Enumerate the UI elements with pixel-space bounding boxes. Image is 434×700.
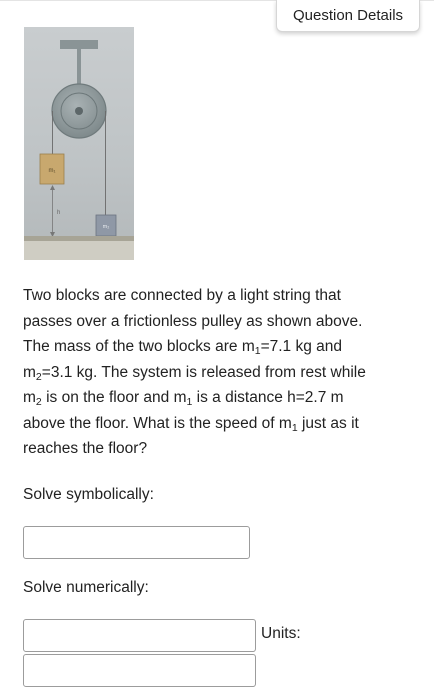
pulley-figure <box>24 27 134 260</box>
floor <box>24 236 134 241</box>
units-input[interactable] <box>23 654 256 687</box>
floor-base <box>24 241 134 260</box>
problem-text-fragment: is on the floor and m <box>41 389 187 406</box>
solve-symbolically-label: Solve symbolically: <box>23 486 154 503</box>
problem-text-fragment: above the floor. What is the speed of m <box>23 414 292 432</box>
subscript: 1 <box>254 345 261 357</box>
solve-numerically-label: Solve numerically: <box>23 579 149 596</box>
problem-text-fragment: The mass of the two blocks are m <box>23 338 255 355</box>
problem-text-fragment: just as it <box>297 414 359 432</box>
numeric-answer-input[interactable] <box>23 619 256 652</box>
subscript: 1 <box>186 396 193 408</box>
problem-text-fragment: m <box>23 363 36 381</box>
subscript: 2 <box>35 396 42 408</box>
symbolic-answer-input[interactable] <box>23 526 250 559</box>
problem-line: passes over a frictionless pulley as shown above. <box>23 312 363 330</box>
problem-text-fragment: =7.1 kg and <box>260 338 343 355</box>
block-m2-label: m₂ <box>102 224 110 230</box>
height-label: h <box>57 210 61 216</box>
problem-text-fragment: =3.1 kg. The system is released from rest while <box>41 363 366 381</box>
problem-text-fragment: is a distance h=2.7 m <box>192 389 344 406</box>
block-m1-label: m₁ <box>48 168 56 174</box>
question-details-button[interactable]: Question Details <box>276 0 420 32</box>
problem-text-fragment: m <box>23 389 36 406</box>
ceiling-mount <box>60 40 98 49</box>
problem-line: reaches the floor? <box>23 440 148 457</box>
pulley-axle <box>75 107 83 115</box>
problem-statement <box>23 283 415 462</box>
subscript: 1 <box>291 421 298 434</box>
units-label: Units: <box>261 625 301 642</box>
subscript: 2 <box>35 370 42 383</box>
problem-line: Two blocks are connected by a light string that <box>23 287 341 304</box>
